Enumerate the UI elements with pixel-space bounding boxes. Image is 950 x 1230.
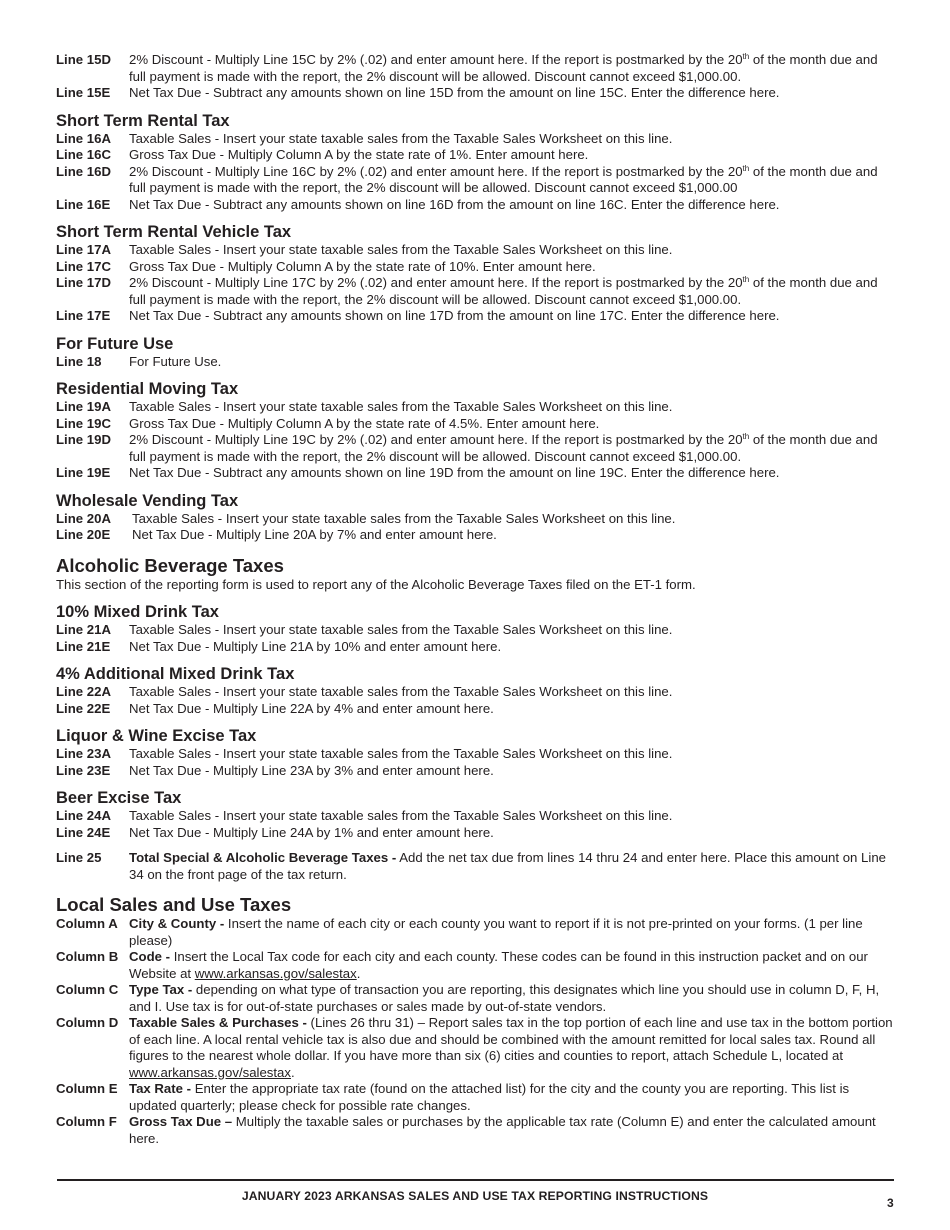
- section-heading-liquor-wine: Liquor & Wine Excise Tax: [56, 727, 257, 745]
- line-text: Net Tax Due - Multiply Line 21A by 10% and enter amount here.: [129, 638, 502, 654]
- alcoholic-intro: This section of the reporting form is used to report any of the Alcoholic Beverage Taxes filed on the ET-1 form.: [56, 576, 696, 592]
- line-label: Line 25: [56, 850, 102, 865]
- ordinal-suffix: th: [742, 275, 750, 284]
- line-label: Line 18: [56, 353, 102, 369]
- line-label: Line 22A: [56, 684, 111, 699]
- line-24e: [56, 825, 896, 842]
- line-label: Line 16D: [56, 163, 111, 179]
- footer-divider: [57, 1179, 894, 1181]
- column-e: [56, 1081, 896, 1114]
- line-18: [56, 354, 896, 371]
- ordinal-suffix: th: [742, 163, 750, 173]
- line-label: Line 23E: [56, 762, 111, 778]
- column-bold-label: City & County -: [129, 916, 225, 931]
- column-label: Column F: [56, 1114, 117, 1129]
- column-bold-label: Code -: [129, 949, 171, 964]
- line-label: Line 16C: [56, 147, 111, 162]
- line-label: Line 21A: [56, 622, 111, 637]
- line-24a: [56, 808, 896, 825]
- line-text: Taxable Sales - Insert your state taxable sales from the Taxable Sales Worksheet on this line.: [129, 684, 673, 699]
- footer-title: JANUARY 2023 ARKANSAS SALES AND USE TAX REPORTING INSTRUCTIONS: [241, 1189, 709, 1203]
- line-text: Add the net tax due from lines 14 thru 24 and enter here. Place this amount on Line 34 on the front page of the tax return.: [129, 850, 886, 882]
- instructions-page: [56, 52, 896, 1147]
- salestax-link[interactable]: www.arkansas.gov/salestax: [129, 1064, 291, 1080]
- line-label: Line 15D: [56, 52, 111, 67]
- section-heading-future-use: For Future Use: [56, 334, 174, 353]
- line-16d: [56, 164, 896, 197]
- column-label: Column E: [56, 1081, 118, 1096]
- column-text: Insert the Local Tax code for each city and each county. These codes can be found in this instruction packet and on our Website at: [129, 949, 868, 981]
- column-bold-label: Gross Tax Due –: [129, 1114, 233, 1129]
- line-22e: [56, 701, 896, 718]
- line-19e: [56, 465, 896, 482]
- line-text: 2% Discount - Multiply Line 17C by 2% (.02) and enter amount here. If the report is postmarked by the 20: [129, 275, 743, 290]
- column-text: depending on what type of transaction you are reporting, this designates which line you should use in column D, F, H, and I. Use tax is for out-of-state purchases or sales made by out-of-state vendors.: [129, 982, 880, 1014]
- line-text: Net Tax Due - Multiply Line 20A by 7% and enter amount here.: [132, 527, 497, 542]
- line-23e: [56, 763, 896, 780]
- line-22a: [56, 684, 896, 701]
- line-text: Net Tax Due - Multiply Line 23A by 3% and enter amount here.: [129, 762, 494, 778]
- line-19a: [56, 399, 896, 416]
- section-heading-short-term-vehicle: Short Term Rental Vehicle Tax: [56, 223, 292, 241]
- line-label: Line 17D: [56, 275, 111, 290]
- ordinal-suffix: th: [742, 432, 750, 441]
- section-heading-residential-moving: Residential Moving Tax: [56, 380, 239, 398]
- column-text: (Lines 26 thru 31) – Report sales tax in the top portion of each line and use tax in the bottom portion of each line. A local rental vehicle tax is also due and should be combined with the amount remitted for local sales tax. Round all figures to the nearest whole dollar. If you have more than six (6) cities and counties to report, attach Schedule L, located at: [129, 1015, 893, 1063]
- section-heading-additional-mixed: 4% Additional Mixed Drink Tax: [56, 665, 295, 683]
- line-19c: [56, 416, 896, 433]
- page-number: 3: [887, 1196, 894, 1210]
- line-17c: [56, 259, 896, 276]
- line-label: Line 22E: [56, 700, 111, 716]
- line-text: Taxable Sales - Insert your state taxable sales from the Taxable Sales Worksheet on this line.: [129, 399, 673, 414]
- line-text: Net Tax Due - Subtract any amounts shown on line 17D from the amount on line 17C. Enter the difference here.: [129, 308, 780, 323]
- column-bold-label: Tax Rate -: [129, 1081, 192, 1096]
- line-text: Net Tax Due - Multiply Line 24A by 1% and enter amount here.: [129, 824, 494, 840]
- column-a: [56, 916, 896, 949]
- column-bold-label: Type Tax -: [129, 982, 193, 997]
- line-16c: [56, 147, 896, 164]
- line-20a: [56, 511, 896, 528]
- line-text: Net Tax Due - Multiply Line 22A by 4% and enter amount here.: [129, 700, 494, 716]
- column-text-end: .: [356, 965, 361, 981]
- section-heading-short-term-rental: Short Term Rental Tax: [56, 111, 230, 130]
- line-23a: [56, 746, 896, 763]
- line-15d: [56, 52, 896, 85]
- line-17d: [56, 275, 896, 308]
- line-text: For Future Use.: [129, 353, 222, 369]
- line-15e: [56, 85, 896, 102]
- ordinal-suffix: th: [742, 52, 750, 61]
- line-17e: [56, 308, 896, 325]
- section-heading-wholesale-vending: Wholesale Vending Tax: [56, 491, 239, 510]
- line-text: Taxable Sales - Insert your state taxable sales from the Taxable Sales Worksheet on this line.: [129, 622, 673, 637]
- line-label: Line 20E: [56, 527, 111, 542]
- section-heading-mixed-drink: 10% Mixed Drink Tax: [56, 603, 219, 621]
- column-bold-label: Taxable Sales & Purchases -: [129, 1015, 307, 1030]
- line-label: Line 19E: [56, 465, 111, 480]
- line-21a: [56, 622, 896, 639]
- line-text-cont: of the month due and full payment is made with the report, the 2% discount will be allowed. Discount cannot exceed $1,000.00.: [129, 275, 878, 307]
- line-label: Line 17A: [56, 242, 111, 257]
- line-label: Line 23A: [56, 746, 111, 761]
- line-text: Net Tax Due - Subtract any amounts shown on line 16D from the amount on line 16C. Enter the difference here.: [129, 196, 780, 212]
- column-label: Column A: [56, 916, 118, 931]
- line-text: Net Tax Due - Subtract any amounts shown on line 19D from the amount on line 19C. Enter the difference here.: [129, 465, 780, 480]
- column-label: Column C: [56, 982, 119, 997]
- line-text: Net Tax Due - Subtract any amounts shown on line 15D from the amount on line 15C. Enter the difference here.: [129, 85, 780, 100]
- column-label: Column D: [56, 1015, 119, 1030]
- column-text-end: .: [290, 1064, 295, 1080]
- column-text: Insert the name of each city or each county you want to report if it is not pre-printed on your forms. (1 per line please): [129, 916, 863, 948]
- section-heading-beer-excise: Beer Excise Tax: [56, 789, 182, 807]
- line-text-cont: of the month due and full payment is made with the report, the 2% discount will be allowed. Discount cannot exceed $1,000.00.: [129, 432, 878, 464]
- line-21e: [56, 639, 896, 656]
- line-label: Line 19D: [56, 432, 111, 447]
- line-label: Line 16E: [56, 196, 111, 212]
- column-c: [56, 982, 896, 1015]
- line-bold-label: Total Special & Alcoholic Beverage Taxes -: [129, 850, 397, 865]
- line-text: 2% Discount - Multiply Line 16C by 2% (.02) and enter amount here. If the report is postmarked by the 20: [129, 163, 743, 179]
- line-text: Taxable Sales - Insert your state taxable sales from the Taxable Sales Worksheet on this line.: [129, 746, 673, 761]
- line-text-cont: of the month due and full payment is made with the report, the 2% discount will be allowed. Discount cannot exceed $1,000.00.: [129, 52, 878, 84]
- column-text: Multiply the taxable sales or purchases by the applicable tax rate (Column E) and enter the calculated amount here.: [129, 1114, 876, 1146]
- line-16e: [56, 197, 896, 214]
- column-text: Enter the appropriate tax rate (found on the attached list) for the city and the county you are reporting. This list is updated quarterly; please check for possible rate changes.: [129, 1081, 850, 1113]
- column-f: [56, 1114, 896, 1147]
- line-text: Taxable Sales - Insert your state taxable sales from the Taxable Sales Worksheet on this line.: [129, 242, 673, 257]
- line-label: Line 16A: [56, 130, 111, 146]
- line-text: Gross Tax Due - Multiply Column A by the state rate of 4.5%. Enter amount here.: [129, 415, 600, 431]
- line-label: Line 17C: [56, 258, 111, 274]
- line-label: Line 17E: [56, 308, 111, 323]
- line-25: [56, 850, 896, 883]
- line-label: Line 19A: [56, 399, 111, 414]
- line-label: Line 20A: [56, 510, 111, 526]
- line-text-cont: of the month due and full payment is made with the report, the 2% discount will be allowed. Discount cannot exceed $1,000.00: [129, 163, 878, 195]
- line-20e: [56, 527, 896, 544]
- line-text: 2% Discount - Multiply Line 19C by 2% (.02) and enter amount here. If the report is postmarked by the 20: [129, 432, 743, 447]
- line-text: Gross Tax Due - Multiply Column A by the state rate of 10%. Enter amount here.: [129, 258, 596, 274]
- salestax-link[interactable]: www.arkansas.gov/salestax: [194, 965, 357, 981]
- line-text: 2% Discount - Multiply Line 15C by 2% (.02) and enter amount here. If the report is postmarked by the 20: [129, 52, 743, 67]
- line-label: Line 24E: [56, 824, 111, 840]
- line-text: Gross Tax Due - Multiply Column A by the state rate of 1%. Enter amount here.: [129, 147, 589, 162]
- column-label: Column B: [56, 949, 119, 964]
- line-label: Line 19C: [56, 415, 111, 431]
- line-text: Taxable Sales - Insert your state taxable sales from the Taxable Sales Worksheet on this line.: [129, 130, 673, 146]
- line-17a: [56, 242, 896, 259]
- line-label: Line 24A: [56, 808, 111, 823]
- section-heading-alcoholic: Alcoholic Beverage Taxes: [56, 554, 284, 576]
- line-text: Taxable Sales - Insert your state taxable sales from the Taxable Sales Worksheet on this line.: [132, 510, 676, 526]
- line-label: Line 15E: [56, 85, 111, 100]
- section-heading-local: Local Sales and Use Taxes: [56, 894, 292, 915]
- column-b: [56, 949, 896, 982]
- line-label: Line 21E: [56, 638, 111, 654]
- column-d: [56, 1015, 896, 1081]
- line-16a: [56, 131, 896, 148]
- line-text: Taxable Sales - Insert your state taxable sales from the Taxable Sales Worksheet on this line.: [129, 808, 673, 823]
- line-19d: [56, 432, 896, 465]
